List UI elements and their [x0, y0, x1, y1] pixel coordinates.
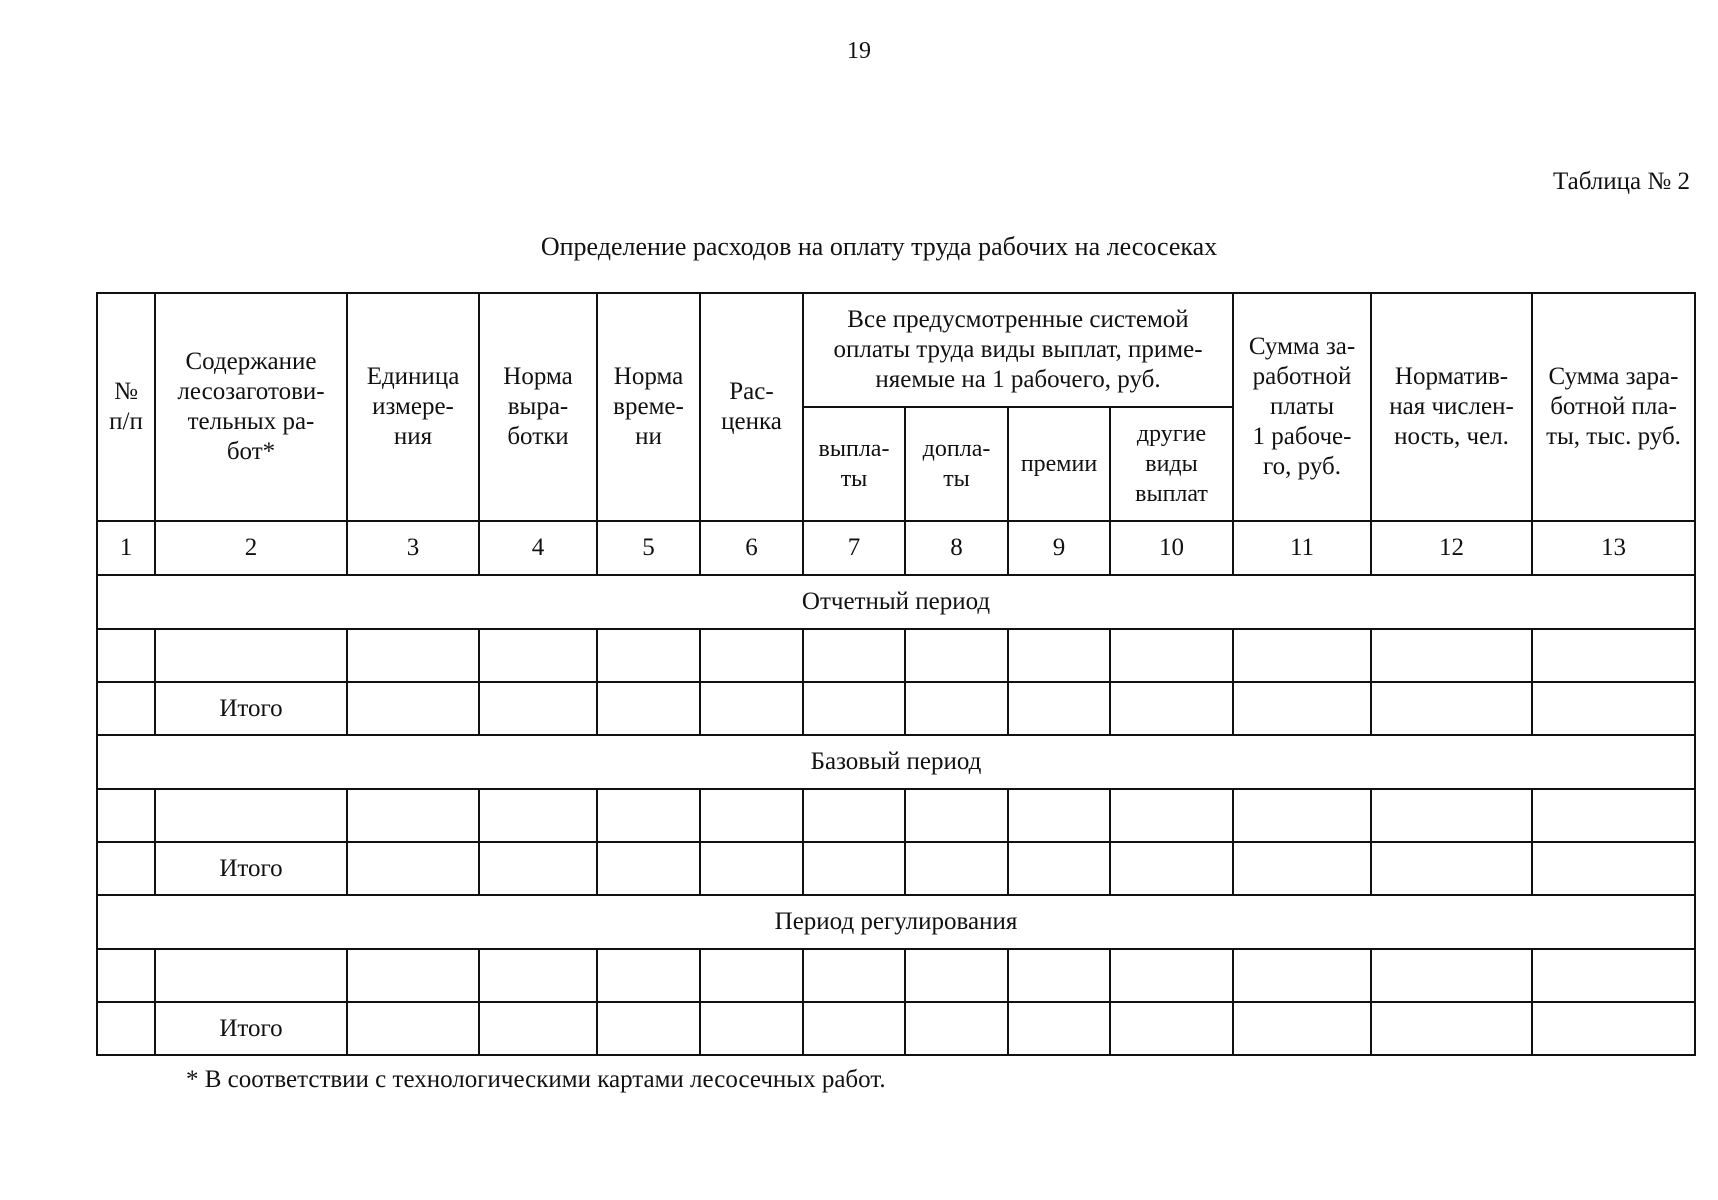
header-payment-types-group: Все предусмотренные системой оплаты труда виды выплат, приме- няемые на 1 рабочего, руб.: [803, 293, 1233, 407]
empty-cell: [1110, 629, 1233, 682]
empty-cell: [1110, 1002, 1233, 1055]
empty-cell: [803, 949, 905, 1002]
section-title-base: Базовый период: [97, 735, 1695, 789]
total-row: [97, 682, 1695, 735]
empty-cell: [347, 1002, 479, 1055]
empty-cell: [479, 1002, 597, 1055]
empty-cell: [347, 949, 479, 1002]
empty-cell: [803, 789, 905, 842]
labor-cost-table: [96, 292, 1696, 1056]
column-number: 13: [1532, 521, 1695, 575]
empty-cell: [347, 789, 479, 842]
empty-cell: [905, 949, 1008, 1002]
empty-cell: [1008, 629, 1110, 682]
empty-cell: [597, 949, 700, 1002]
column-number: 12: [1371, 521, 1532, 575]
empty-cell: [700, 842, 803, 895]
column-number: 10: [1110, 521, 1233, 575]
column-number: 7: [803, 521, 905, 575]
header-payments: выпла- ты: [803, 407, 905, 521]
footnote: * В соответствии с технологическими картами лесосечных работ.: [186, 1066, 886, 1093]
column-number: 3: [347, 521, 479, 575]
empty-cell: [1110, 682, 1233, 735]
empty-cell: [597, 629, 700, 682]
empty-cell: [1233, 682, 1371, 735]
header-work-content: Содержание лесозаготови- тельных ра- бот*: [155, 293, 347, 521]
empty-cell: [700, 682, 803, 735]
empty-cell: [700, 1002, 803, 1055]
empty-cell: [905, 1002, 1008, 1055]
header-output-norm: Норма выра- ботки: [479, 293, 597, 521]
empty-cell: [97, 789, 155, 842]
header-wage-per-worker: Сумма за- работной платы 1 рабоче- го, руб.: [1233, 293, 1371, 521]
total-row: [97, 842, 1695, 895]
empty-cell: [1233, 629, 1371, 682]
empty-cell: [597, 789, 700, 842]
section-reporting-row: [97, 575, 1695, 629]
empty-cell: [479, 789, 597, 842]
empty-cell: [97, 842, 155, 895]
empty-cell: [1532, 842, 1695, 895]
column-number: 1: [97, 521, 155, 575]
total-label: Итого: [155, 1002, 347, 1055]
column-number: 11: [1233, 521, 1371, 575]
column-number: 4: [479, 521, 597, 575]
column-number: 2: [155, 521, 347, 575]
total-label: Итого: [155, 842, 347, 895]
empty-cell: [597, 1002, 700, 1055]
empty-cell: [1110, 842, 1233, 895]
empty-cell: [479, 682, 597, 735]
empty-cell: [1008, 949, 1110, 1002]
empty-cell: [479, 842, 597, 895]
data-row-empty: [97, 629, 1695, 682]
header-unit: Единица измере- ния: [347, 293, 479, 521]
section-regulation-row: [97, 895, 1695, 949]
empty-cell: [1371, 842, 1532, 895]
empty-cell: [905, 789, 1008, 842]
column-number: 5: [597, 521, 700, 575]
section-title-regulation: Период регулирования: [97, 895, 1695, 949]
empty-cell: [1371, 789, 1532, 842]
empty-cell: [1532, 1002, 1695, 1055]
empty-cell: [479, 629, 597, 682]
empty-cell: [803, 1002, 905, 1055]
empty-cell: [597, 842, 700, 895]
empty-cell: [1233, 949, 1371, 1002]
empty-cell: [700, 789, 803, 842]
empty-cell: [905, 842, 1008, 895]
total-label: Итого: [155, 682, 347, 735]
empty-cell: [97, 1002, 155, 1055]
empty-cell: [1532, 949, 1695, 1002]
empty-cell: [347, 842, 479, 895]
table-label: Таблица № 2: [1552, 168, 1690, 195]
empty-cell: [700, 949, 803, 1002]
empty-cell: [1008, 682, 1110, 735]
header-total-wage: Сумма зара- ботной пла- ты, тыс. руб.: [1532, 293, 1695, 521]
column-number: 8: [905, 521, 1008, 575]
document-title: Определение расходов на оплату труда рабочих на лесосеках: [540, 232, 1218, 261]
header-other-payments: другие виды выплат: [1110, 407, 1233, 521]
empty-cell: [1371, 682, 1532, 735]
header-surcharges: допла- ты: [905, 407, 1008, 521]
data-row-empty: [97, 949, 1695, 1002]
empty-cell: [1371, 949, 1532, 1002]
empty-cell: [803, 629, 905, 682]
empty-cell: [1233, 789, 1371, 842]
data-row-empty: [97, 789, 1695, 842]
empty-cell: [1532, 629, 1695, 682]
header-bonuses: премии: [1008, 407, 1110, 521]
empty-cell: [97, 682, 155, 735]
empty-cell: [803, 682, 905, 735]
empty-cell: [905, 682, 1008, 735]
header-rate: Рас- ценка: [700, 293, 803, 521]
header-time-norm: Норма време- ни: [597, 293, 700, 521]
section-title-reporting: Отчетный период: [97, 575, 1695, 629]
empty-cell: [1110, 949, 1233, 1002]
column-number: 9: [1008, 521, 1110, 575]
empty-cell: [803, 842, 905, 895]
empty-cell: [1008, 842, 1110, 895]
total-row: [97, 1002, 1695, 1055]
empty-cell: [1008, 789, 1110, 842]
empty-cell: [97, 949, 155, 1002]
section-base-row: [97, 735, 1695, 789]
empty-cell: [347, 629, 479, 682]
empty-cell: [1110, 789, 1233, 842]
empty-cell: [155, 789, 347, 842]
empty-cell: [347, 682, 479, 735]
empty-cell: [1532, 789, 1695, 842]
column-number-row: [97, 521, 1695, 575]
empty-cell: [597, 682, 700, 735]
empty-cell: [1371, 629, 1532, 682]
empty-cell: [155, 629, 347, 682]
empty-cell: [1233, 1002, 1371, 1055]
empty-cell: [1233, 842, 1371, 895]
empty-cell: [1371, 1002, 1532, 1055]
header-headcount: Норматив- ная числен- ность, чел.: [1371, 293, 1532, 521]
empty-cell: [155, 949, 347, 1002]
empty-cell: [1008, 1002, 1110, 1055]
page-number: 19: [847, 38, 871, 64]
empty-cell: [700, 629, 803, 682]
header-row-number: № п/п: [97, 293, 155, 521]
empty-cell: [1532, 682, 1695, 735]
empty-cell: [905, 629, 1008, 682]
header-row-top: [97, 293, 1695, 407]
empty-cell: [97, 629, 155, 682]
empty-cell: [479, 949, 597, 1002]
column-number: 6: [700, 521, 803, 575]
